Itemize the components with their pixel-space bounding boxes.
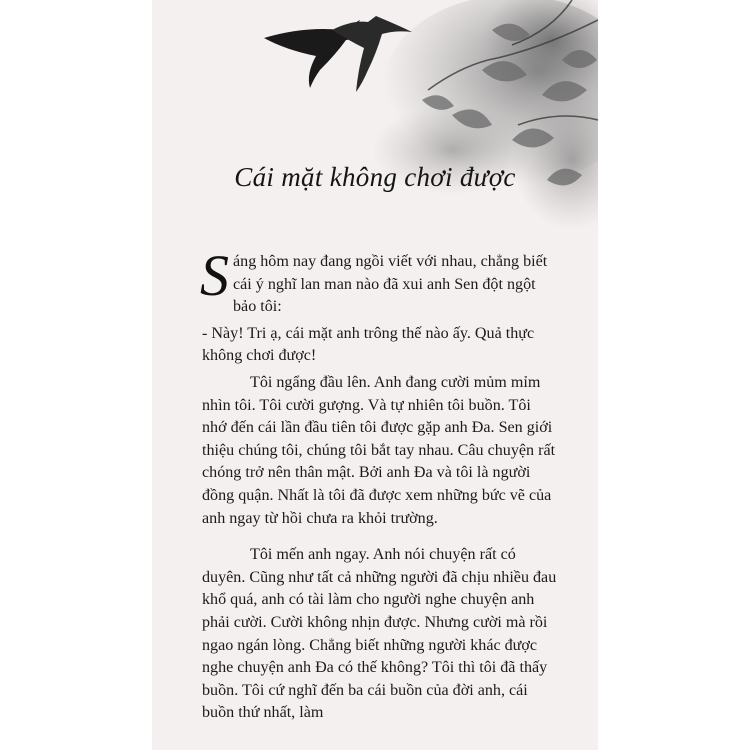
foliage-shading	[372, 0, 598, 230]
paragraph-memory: Tôi ngẩng đầu lên. Anh đang cười mủm mỉm nhìn tôi. Tôi cười gượng. Và tự nhiên tôi buồn. Tôi nhớ đến cái lần đầu tiên tôi được gặp anh Đa. Sen giới thiệu chúng tôi, chúng tôi bắt tay nhau. Câu chuyện rất chóng trở nên thân mật. Bởi anh Đa và tôi là người đồng quận. Nhất là tôi đã được xem những bức vẽ của anh ngay từ hồi chưa ra khỏi trường.	[202, 373, 556, 527]
book-page	[152, 0, 598, 750]
opening-text: áng hôm nay đang ngồi viết với nhau, chẳng biết cái ý nghĩ lan man nào đã xui anh Sen đột ngột bảo tôi:	[233, 253, 548, 316]
drop-cap: S	[200, 243, 229, 308]
chapter-body	[200, 243, 557, 725]
paragraph-friendship: Tôi mến anh ngay. Anh nói chuyện rất có duyên. Cũng như tất cả những người đã chịu nhiều đau khổ quá, anh có tài làm cho người nghe chuyện anh phải cười. Cười không nhịn được. Nhưng cười mà rồi ngao ngán lòng. Chẳng biết những người khác được nghe chuyện anh Đa có thế không? Tôi thì tôi đã thấy buồn. Tôi cứ nghĩ đến ba cái buồn của đời anh, cái buồn thứ nhất, làm	[202, 546, 557, 722]
ink-wash-illustration	[152, 0, 598, 260]
chapter-title: Cái mặt không chơi được	[234, 162, 516, 192]
paragraph-opening	[200, 243, 557, 319]
paragraph-dialogue: - Này! Tri ạ, cái mặt anh trông thế nào ấy. Quả thực không chơi được!	[202, 324, 535, 365]
